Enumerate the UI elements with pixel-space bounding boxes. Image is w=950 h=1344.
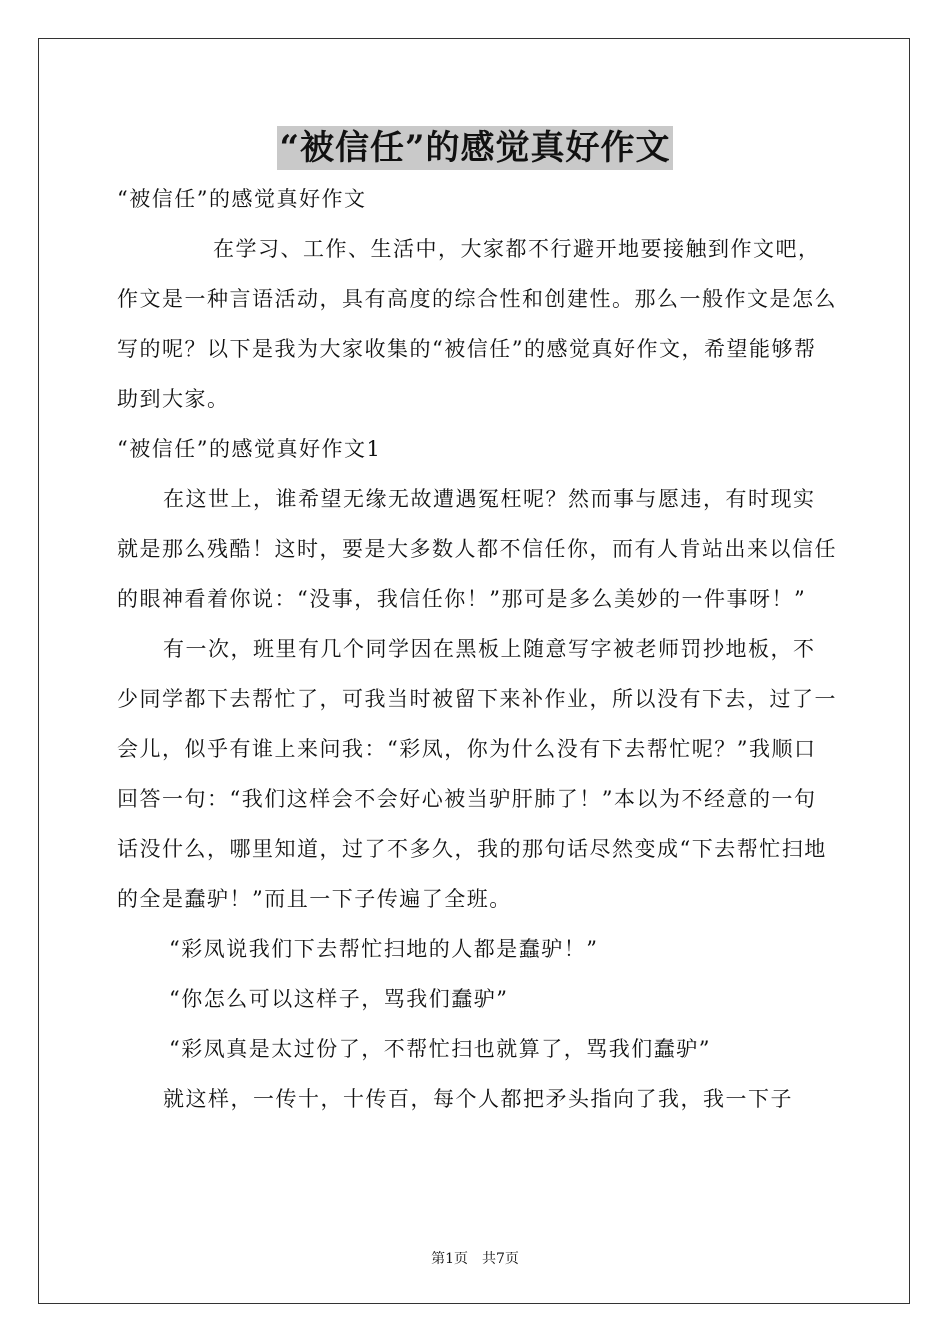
paragraph-3: 就这样，一传十，十传百，每个人都把矛头指向了我，我一下子 (163, 1087, 793, 1111)
section-heading: “被信任”的感觉真好作文1 (117, 437, 382, 461)
intro-paragraph: 在学习、工作、生活中，大家都不行避开地要接触到作文吧，作文是一种言语活动，具有高度的综合性和创建性。那么一般作文是怎么写的呢？以下是我为大家收集的“被信任”的感觉真好作文，希望能够帮助到大家。 (117, 237, 837, 411)
document-title: “被信任”的感觉真好作文 (279, 128, 671, 168)
paragraph-2: 有一次，班里有几个同学因在黑板上随意写字被老师罚抄地板，不少同学都下去帮忙了，可我当时被留下来补作业，所以没有下去，过了一会儿，似乎有谁上来问我：“彩凤，你为什么没有下去帮忙呢？”我顺口回答一句：“我们这样会不会好心被当驴肝肺了！”本以为不经意的一句话没什么，哪里知道，过了不多久，我的那句话尽然变成“下去帮忙扫地的全是蠢驴！”而且一下子传遍了全班。 (117, 637, 837, 911)
quote-1: “彩凤说我们下去帮忙扫地的人都是蠢驴！” (169, 937, 599, 961)
page-footer: 第1页 共7页 (431, 1251, 519, 1267)
quote-2: “你怎么可以这样子，骂我们蠢驴” (169, 987, 509, 1011)
title-container (0, 126, 950, 170)
subtitle: “被信任”的感觉真好作文 (117, 187, 367, 211)
quote-3: “彩凤真是太过份了，不帮忙扫也就算了，骂我们蠢驴” (169, 1037, 711, 1061)
document-body (117, 174, 837, 1124)
paragraph-1: 在这世上，谁希望无缘无故遭遇冤枉呢？然而事与愿违，有时现实就是那么残酷！这时，要是大多数人都不信任你，而有人肯站出来以信任的眼神看着你说：“没事，我信任你！”那可是多么美妙的一件事呀！” (117, 487, 837, 611)
